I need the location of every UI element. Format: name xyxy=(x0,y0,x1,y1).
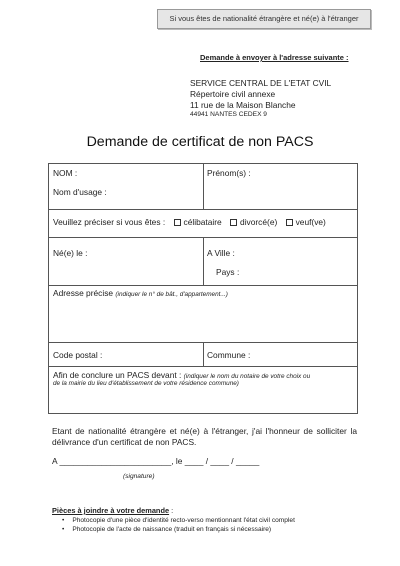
list-item: • Photocopie d'une pièce d'identité recto-verso mentionnant l'état civil complet xyxy=(62,516,295,525)
form-divider xyxy=(49,285,357,286)
celibataire-label: célibataire xyxy=(183,217,222,227)
birth-date-field[interactable]: Né(e) le : xyxy=(53,248,88,258)
veuf-label: veuf(ve) xyxy=(295,217,326,227)
divorce-label: divorcé(e) xyxy=(240,217,278,227)
nationality-note-box xyxy=(157,9,371,29)
nom-field[interactable]: NOM : xyxy=(53,168,78,178)
pacs-hint-1: (indiquer le nom du notaire de votre choix ou xyxy=(183,373,311,380)
marital-status-question: Veuillez préciser si vous êtes : xyxy=(53,217,166,227)
postal-code-field[interactable]: Code postal : xyxy=(53,350,103,360)
form-divider xyxy=(203,342,204,366)
commune-field[interactable]: Commune : xyxy=(207,350,251,360)
divorce-checkbox[interactable] xyxy=(230,219,237,226)
address-hint: (indiquer le n° de bât., d'appartement...) xyxy=(115,291,228,298)
documents-list xyxy=(62,516,295,534)
marital-status-row xyxy=(53,217,326,227)
veuf-checkbox[interactable] xyxy=(286,219,293,226)
pacs-label: Afin de conclure un PACS devant : xyxy=(53,370,182,380)
page-title: Demande de certificat de non PACS xyxy=(86,134,314,150)
address-line-1: SERVICE CENTRAL DE L'ETAT CVIL xyxy=(190,78,332,88)
documents-heading-colon: : xyxy=(169,506,174,515)
address-line-3: 11 rue de la Maison Blanche xyxy=(190,99,296,110)
address-line-2: Répertoire civil annexe xyxy=(190,88,276,99)
birth-city-field[interactable]: A Ville : xyxy=(207,248,235,258)
pacs-hint-2: de la mairie du lieu d'établissement de votre résidence commune) xyxy=(53,380,239,387)
pacs-field[interactable] xyxy=(53,370,310,380)
documents-heading-text: Pièces à joindre à votre demande xyxy=(52,506,170,515)
form-divider xyxy=(49,209,357,210)
documents-heading xyxy=(52,506,173,515)
prenoms-field[interactable]: Prénom(s) : xyxy=(207,168,251,178)
address-field[interactable] xyxy=(53,288,228,298)
birth-country-field[interactable]: Pays : xyxy=(216,267,240,277)
nom-usage-field[interactable]: Nom d'usage : xyxy=(53,187,107,197)
address-line-4: 44941 NANTES CEDEX 9 xyxy=(190,111,267,119)
recipient-address xyxy=(190,78,331,121)
list-item: • Photocopie de l'acte de naissance (traduit en français si nécessaire) xyxy=(62,525,295,534)
address-label: Adresse précise xyxy=(53,288,114,298)
form-divider xyxy=(49,366,357,367)
form-divider xyxy=(203,164,204,209)
celibataire-checkbox[interactable] xyxy=(174,219,181,226)
form-divider xyxy=(203,237,204,285)
request-form xyxy=(48,163,358,414)
send-to-label: Demande à envoyer à l'adresse suivante : xyxy=(200,53,349,62)
place-date-line[interactable]: A ________________________, le ____ / ____ / _____ xyxy=(52,456,260,466)
nationality-note: Si vous êtes de nationalité étrangère et né(e) à l'étranger xyxy=(169,14,359,23)
declaration-text: Etant de nationalité étrangère et né(e) à l'étranger, j'ai l'honneur de solliciter la délivrance d'un certificat de non PACS. xyxy=(52,426,357,447)
signature-label: (signature) xyxy=(123,473,155,480)
